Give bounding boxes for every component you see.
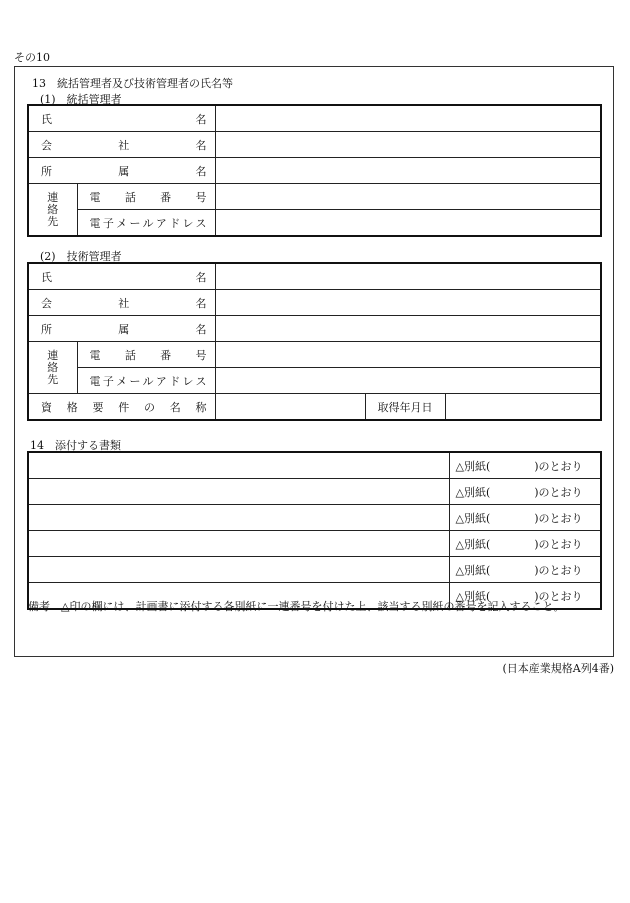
attachment-name-field[interactable] — [28, 557, 449, 583]
attachment-name-field[interactable] — [28, 505, 449, 531]
label-qualification: 資格要件の名称 — [28, 394, 215, 421]
label-company: 会社名 — [28, 132, 215, 158]
label-dept: 所属名 — [28, 158, 215, 184]
tech-email-field[interactable] — [215, 368, 601, 394]
supervisor-name-field[interactable] — [215, 105, 601, 132]
label-contact: 連 絡 先 — [28, 184, 77, 237]
section14-title: 14 添付する書類 — [30, 439, 121, 452]
supervisor-phone-field[interactable] — [215, 184, 601, 210]
attachment-name-field[interactable] — [28, 452, 449, 479]
tech-phone-field[interactable] — [215, 342, 601, 368]
attachment-ref-cell[interactable]: △別紙( )のとおり — [449, 531, 601, 557]
attachment-ref-cell[interactable]: △別紙( )のとおり — [449, 583, 601, 610]
label-acquired-date: 取得年月日 — [365, 394, 445, 421]
remark-note: 備考 △印の欄には、計画書に添付する各別紙に一連番号を付けた上、該当する別紙の番号を記入すること。 — [28, 600, 565, 613]
supervisor-company-field[interactable] — [215, 132, 601, 158]
attachment-row — [28, 505, 601, 531]
label-contact: 連 絡 先 — [28, 342, 77, 394]
section13-sub1-title: (1) 統括管理者 — [40, 93, 122, 106]
paper-size-note: (日本産業規格A列4番) — [502, 662, 614, 675]
label-name: 氏名 — [28, 105, 215, 132]
tech-qualification-field[interactable] — [215, 394, 365, 421]
attachment-row — [28, 452, 601, 479]
tech-name-field[interactable] — [215, 263, 601, 290]
label-name: 氏名 — [28, 263, 215, 290]
section13-sub2-title: (2) 技術管理者 — [40, 250, 122, 263]
attachment-row — [28, 557, 601, 583]
attachment-ref-cell[interactable]: △別紙( )のとおり — [449, 452, 601, 479]
label-phone: 電話番号 — [77, 342, 215, 368]
supervisor-email-field[interactable] — [215, 210, 601, 237]
supervisor-table — [27, 104, 602, 237]
label-company: 会社名 — [28, 290, 215, 316]
attachment-ref-cell[interactable]: △別紙( )のとおり — [449, 479, 601, 505]
section13-title: 13 統括管理者及び技術管理者の氏名等 — [32, 77, 233, 90]
label-email: 電子メールアドレス — [77, 210, 215, 237]
tech-dept-field[interactable] — [215, 316, 601, 342]
attachment-name-field[interactable] — [28, 479, 449, 505]
tech-company-field[interactable] — [215, 290, 601, 316]
label-dept: 所属名 — [28, 316, 215, 342]
tech-acquired-date-field[interactable] — [445, 394, 601, 421]
attachment-row — [28, 531, 601, 557]
tech-manager-table — [27, 262, 602, 421]
supervisor-dept-field[interactable] — [215, 158, 601, 184]
page-label: その10 — [14, 51, 50, 64]
attachments-table — [27, 451, 602, 610]
attachment-row — [28, 479, 601, 505]
attachment-ref-cell[interactable]: △別紙( )のとおり — [449, 505, 601, 531]
label-email: 電子メールアドレス — [77, 368, 215, 394]
attachment-name-field[interactable] — [28, 531, 449, 557]
label-phone: 電話番号 — [77, 184, 215, 210]
attachment-ref-cell[interactable]: △別紙( )のとおり — [449, 557, 601, 583]
